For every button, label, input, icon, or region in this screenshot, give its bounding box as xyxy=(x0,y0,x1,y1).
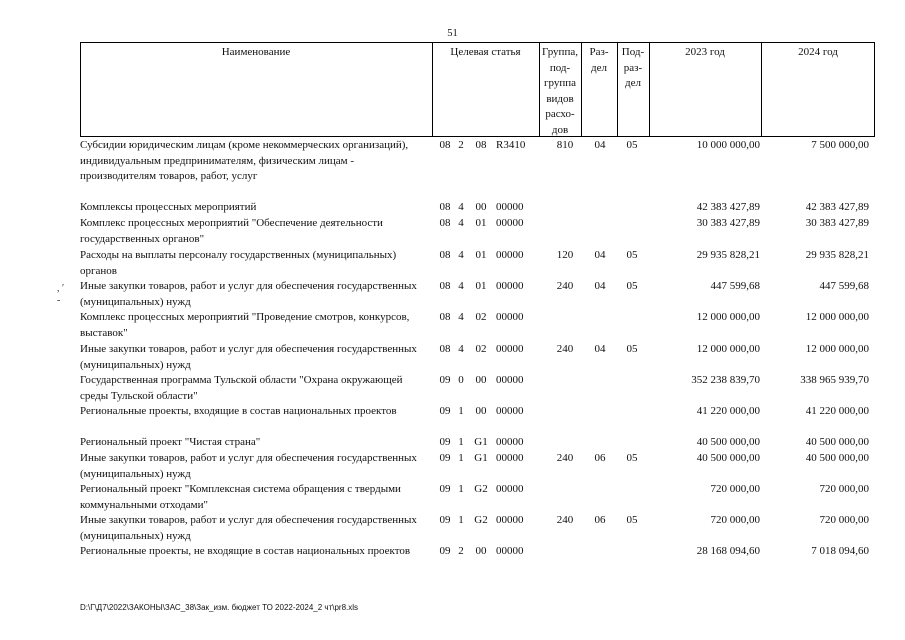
budget-table xyxy=(80,42,875,592)
target-item-part-3: G1 xyxy=(474,436,488,448)
row-name: Государственная программа Тульской области "Охрана окружающей среды Тульской области" xyxy=(80,374,403,402)
section-code: 04 xyxy=(594,280,606,292)
expense-group-code: 240 xyxy=(556,343,574,355)
amount-2024: 40 500 000,00 xyxy=(805,452,869,464)
subsection-code: 05 xyxy=(626,452,638,464)
expense-group-code: 810 xyxy=(556,139,574,151)
row-name: Комплексы процессных мероприятий xyxy=(80,201,257,213)
target-item-part-4: 00000 xyxy=(496,514,524,526)
header-section-line: дел xyxy=(591,61,607,74)
target-item-part-2: 1 xyxy=(458,452,464,464)
amount-2023: 447 599,68 xyxy=(710,280,760,292)
header-subsection-line: Под- xyxy=(621,46,645,58)
target-item-part-1: 09 xyxy=(439,545,451,557)
amount-2023: 352 238 839,70 xyxy=(691,374,760,386)
header-bottom-border xyxy=(80,136,875,137)
amount-2024: 447 599,68 xyxy=(819,280,869,292)
target-item-part-3: 01 xyxy=(475,280,487,292)
target-item-part-2: 1 xyxy=(458,436,464,448)
header-group-line: расхо- xyxy=(545,108,575,120)
page-number: 51 xyxy=(447,28,458,39)
section-code: 04 xyxy=(594,139,606,151)
target-item-part-1: 08 xyxy=(439,280,451,292)
row-name: Региональный проект "Чистая страна" xyxy=(80,436,261,448)
file-path-footer: D:\Г\Д7\2022\ЗАКОНЫ\ЗАС_38\Зак_изм. бюджет ТО 2022-2024_2 чт\pr8.xls xyxy=(80,603,359,612)
subsection-code: 05 xyxy=(626,249,638,261)
target-item-part-3: G2 xyxy=(474,483,488,495)
target-item-part-1: 08 xyxy=(439,217,451,229)
row-name: Иные закупки товаров, работ и услуг для обеспечения государственных (муниципальных) нужд xyxy=(80,280,417,308)
target-item-part-2: 4 xyxy=(458,217,464,229)
target-item-part-2: 1 xyxy=(458,483,464,495)
row-name: Комплекс процессных мероприятий "Проведение смотров, конкурсов, выставок" xyxy=(80,311,410,339)
amount-2023: 720 000,00 xyxy=(710,483,760,495)
subsection-code: 05 xyxy=(626,280,638,292)
amount-2024: 7 500 000,00 xyxy=(811,139,869,151)
header-group-line: видов xyxy=(546,92,574,105)
target-item-part-2: 4 xyxy=(458,343,464,355)
target-item-part-1: 08 xyxy=(439,343,451,355)
target-item-part-2: 4 xyxy=(458,311,464,323)
header-group-line: под- xyxy=(549,61,571,74)
target-item-part-1: 09 xyxy=(439,452,451,464)
header-expense-group xyxy=(539,45,581,138)
amount-2024: 720 000,00 xyxy=(819,514,869,526)
header-subsection-line: раз- xyxy=(623,61,643,74)
row-name: Региональные проекты, входящие в состав национальных проектов xyxy=(80,405,397,417)
target-item-part-3: G2 xyxy=(474,514,488,526)
target-item-part-1: 08 xyxy=(439,249,451,261)
target-item-part-3: 02 xyxy=(475,311,487,323)
amount-2024: 338 965 939,70 xyxy=(800,374,869,386)
amount-2024: 30 383 427,89 xyxy=(805,217,869,229)
row-name: Комплекс процессных мероприятий "Обеспечение деятельности государственных органов" xyxy=(80,217,383,245)
row-name: Иные закупки товаров, работ и услуг для обеспечения государственных (муниципальных) нужд xyxy=(80,343,417,371)
expense-group-code: 240 xyxy=(556,514,574,526)
target-item-part-2: 4 xyxy=(458,249,464,261)
target-item-part-2: 1 xyxy=(458,405,464,417)
target-item-part-3: 00 xyxy=(475,201,487,213)
target-item-part-1: 08 xyxy=(439,201,451,213)
target-item-part-4: 00000 xyxy=(496,436,524,448)
target-item-part-4: 00000 xyxy=(496,311,524,323)
header-year-2023: 2023 год xyxy=(685,46,725,58)
row-name: Иные закупки товаров, работ и услуг для обеспечения государственных (муниципальных) нужд xyxy=(80,514,417,542)
amount-2023: 40 500 000,00 xyxy=(696,436,760,448)
target-item-part-3: 02 xyxy=(475,343,487,355)
amount-2024: 29 935 828,21 xyxy=(805,249,869,261)
target-item-part-1: 08 xyxy=(439,311,451,323)
target-item-part-4: 00000 xyxy=(496,374,524,386)
target-item-part-4: 00000 xyxy=(496,452,524,464)
target-item-part-3: 01 xyxy=(475,249,487,261)
target-item-part-3: 01 xyxy=(475,217,487,229)
target-item-part-3: 00 xyxy=(475,374,487,386)
target-item-part-4: 00000 xyxy=(496,249,524,261)
amount-2023: 12 000 000,00 xyxy=(696,311,760,323)
table-top-border xyxy=(80,42,875,43)
target-item-part-4: 00000 xyxy=(496,343,524,355)
row-name: Расходы на выплаты персоналу государственных (муниципальных) органов xyxy=(80,249,397,277)
section-code: 04 xyxy=(594,343,606,355)
target-item-part-4: R3410 xyxy=(496,139,526,151)
amount-2023: 40 500 000,00 xyxy=(696,452,760,464)
header-section xyxy=(581,45,617,76)
row-name: Региональный проект "Комплексная система обращения с твердыми коммунальными отходами" xyxy=(80,483,401,511)
amount-2024: 720 000,00 xyxy=(819,483,869,495)
target-item-part-1: 09 xyxy=(439,374,451,386)
row-name: Иные закупки товаров, работ и услуг для обеспечения государственных (муниципальных) нужд xyxy=(80,452,417,480)
amount-2023: 42 383 427,89 xyxy=(696,201,760,213)
expense-group-code: 240 xyxy=(556,280,574,292)
target-item-part-3: 00 xyxy=(475,405,487,417)
target-item-part-4: 00000 xyxy=(496,201,524,213)
row-name: Субсидии юридическим лицам (кроме некоммерческих организаций), индивидуальным предпринимателям, физическим лицам - производителям товаров, работ, услуг xyxy=(80,139,409,182)
subsection-code: 05 xyxy=(626,343,638,355)
margin-tick-mark: , ′ xyxy=(57,283,65,294)
target-item-part-4: 00000 xyxy=(496,280,524,292)
header-group-line: группа xyxy=(543,77,577,89)
header-year-2024: 2024 год xyxy=(798,46,838,58)
section-code: 06 xyxy=(594,514,606,526)
amount-2024: 40 500 000,00 xyxy=(805,436,869,448)
header-section-line: Раз- xyxy=(589,46,609,58)
subsection-code: 05 xyxy=(626,139,638,151)
amount-2023: 29 935 828,21 xyxy=(696,249,760,261)
amount-2024: 7 018 094,60 xyxy=(811,545,869,557)
section-code: 04 xyxy=(594,249,606,261)
target-item-part-1: 09 xyxy=(439,436,451,448)
amount-2024: 41 220 000,00 xyxy=(805,405,869,417)
amount-2023: 41 220 000,00 xyxy=(696,405,760,417)
amount-2023: 12 000 000,00 xyxy=(696,343,760,355)
header-target-item: Целевая статья xyxy=(450,46,521,58)
target-item-part-4: 00000 xyxy=(496,483,524,495)
target-item-part-2: 1 xyxy=(458,514,464,526)
header-group-line: дов xyxy=(551,123,569,136)
amount-2024: 12 000 000,00 xyxy=(805,311,869,323)
expense-group-code: 120 xyxy=(556,249,574,261)
amount-2023: 10 000 000,00 xyxy=(696,139,760,151)
subsection-code: 05 xyxy=(626,514,638,526)
header-group-line: Группа, xyxy=(542,46,578,58)
header-subsection-line: дел xyxy=(625,77,641,89)
expense-group-code: 240 xyxy=(556,452,574,464)
target-item-part-2: 2 xyxy=(458,545,464,557)
target-item-part-3: 00 xyxy=(475,545,487,557)
target-item-part-4: 00000 xyxy=(496,405,524,417)
row-name: Региональные проекты, не входящие в состав национальных проектов xyxy=(80,545,411,557)
target-item-part-2: 2 xyxy=(458,139,464,151)
amount-2024: 42 383 427,89 xyxy=(805,201,869,213)
target-item-part-2: 4 xyxy=(458,201,464,213)
target-item-part-1: 09 xyxy=(439,483,451,495)
header-subsection xyxy=(617,45,649,92)
target-item-part-2: 0 xyxy=(458,374,464,386)
section-code: 06 xyxy=(594,452,606,464)
target-item-part-1: 08 xyxy=(439,139,451,151)
margin-tick-mark: - xyxy=(57,295,61,306)
amount-2023: 30 383 427,89 xyxy=(696,217,760,229)
target-item-part-2: 4 xyxy=(458,280,464,292)
amount-2023: 720 000,00 xyxy=(710,514,760,526)
amount-2023: 28 168 094,60 xyxy=(696,545,760,557)
target-item-part-1: 09 xyxy=(439,514,451,526)
target-item-part-4: 00000 xyxy=(496,217,524,229)
target-item-part-1: 09 xyxy=(439,405,451,417)
header-name: Наименование xyxy=(221,46,291,58)
target-item-part-3: 08 xyxy=(475,139,487,151)
amount-2024: 12 000 000,00 xyxy=(805,343,869,355)
target-item-part-3: G1 xyxy=(474,452,488,464)
target-item-part-4: 00000 xyxy=(496,545,524,557)
